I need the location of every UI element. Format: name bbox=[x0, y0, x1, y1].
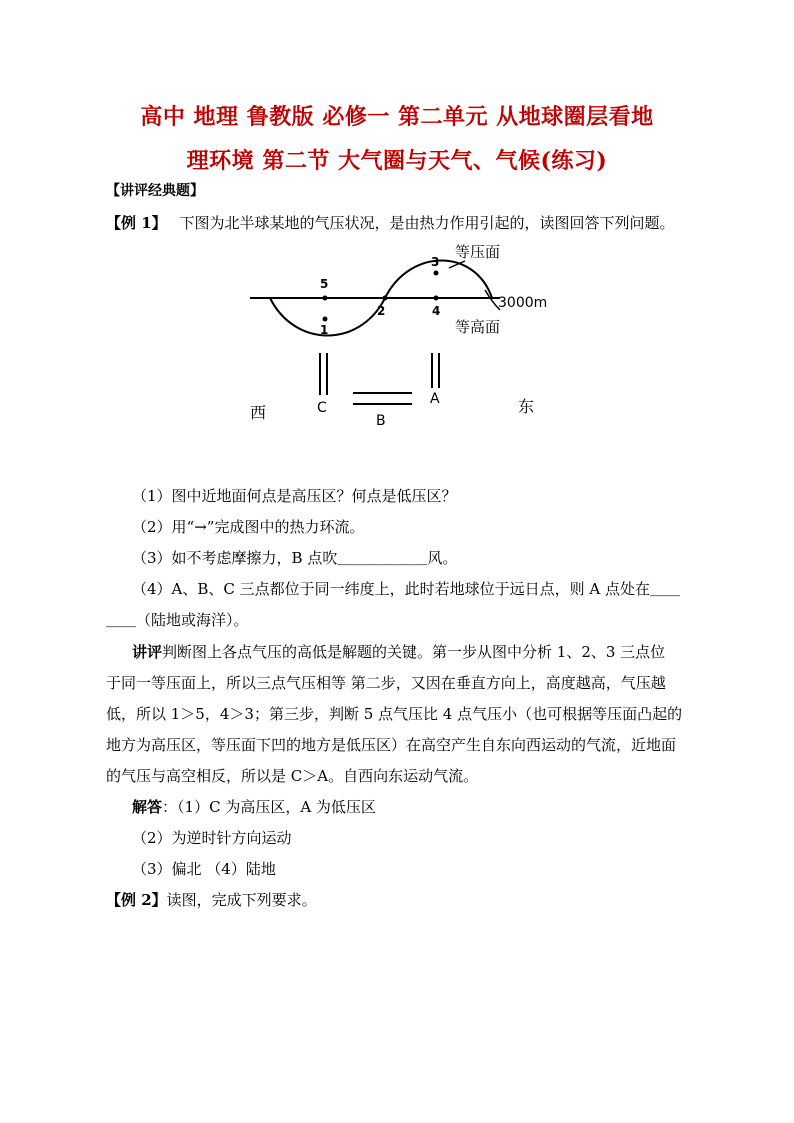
analysis-line-1 bbox=[132, 641, 665, 662]
document-title-line-2: 理环境 第二节 大气圈与天气、气候(练习) bbox=[186, 148, 608, 174]
point-1 bbox=[323, 317, 328, 322]
answer-label: 解答 bbox=[132, 798, 163, 816]
section-header: 【讲评经典题】 bbox=[106, 183, 204, 199]
example-1 bbox=[106, 212, 674, 233]
example-1-prompt: 下图为北半球某地的气压状况，是由热力作用引起的，读图回答下列问题。 bbox=[179, 214, 675, 232]
analysis-line-5: 的气压与高空相反，所以是 C＞A。自西向东运动气流。 bbox=[106, 767, 479, 785]
point-1-label: 1 bbox=[320, 323, 329, 337]
east-label: 东 bbox=[518, 397, 535, 416]
point-5 bbox=[323, 296, 328, 301]
point-4 bbox=[434, 296, 439, 301]
question-1: （1）图中近地面何点是高压区？何点是低压区？ bbox=[132, 487, 457, 505]
point-3 bbox=[434, 271, 439, 276]
contour-label: 等高面 bbox=[455, 318, 501, 336]
pressure-diagram bbox=[240, 240, 560, 440]
question-3: （3）如不考虑摩擦力，B 点吹＿＿＿＿＿＿风。 bbox=[132, 549, 458, 567]
answer-line-1: 解答：（1）C 为高压区，A 为低压区 bbox=[132, 798, 376, 816]
analysis-line-4: 地方为高压区，等压面下凹的地方是低压区）在高空产生自东向西运动的气流，近地面 bbox=[106, 736, 677, 754]
example-2 bbox=[106, 889, 317, 910]
analysis-line-3: 低，所以 1＞5，4＞3；第三步，判断 5 点气压比 4 点气压小（也可根据等压面凸起的 bbox=[106, 705, 683, 723]
point-3-label: 3 bbox=[431, 255, 440, 269]
answer-line-3: （3）偏北 （4）陆地 bbox=[132, 860, 276, 878]
analysis-line-2: 于同一等压面上，所以三点气压相等 第二步，又因在垂直方向上，高度越高，气压越 bbox=[106, 674, 666, 692]
point-5-label: 5 bbox=[320, 277, 329, 291]
isobar-label: 等压面 bbox=[455, 243, 501, 261]
point-4-label: 4 bbox=[432, 304, 441, 318]
document-title-line-1: 高中 地理 鲁教版 必修一 第二单元 从地球圈层看地 bbox=[140, 104, 654, 130]
height-label: 3000m bbox=[498, 295, 548, 311]
example-1-label: 【例 1】 bbox=[106, 214, 167, 232]
label-b: B bbox=[376, 413, 386, 429]
analysis-text: 判断图上各点气压的高低是解题的关键。第一步从图中分析 1、2、3 三点位 bbox=[162, 643, 666, 661]
question-4: （4）A、B、C 三点都位于同一纬度上，此时若地球位于远日点，则 A 点处在＿＿ bbox=[132, 580, 681, 598]
point-2-label: 2 bbox=[377, 304, 386, 318]
west-label: 西 bbox=[250, 403, 267, 422]
analysis-label: 讲评 bbox=[132, 643, 163, 661]
example-2-prompt: 读图，完成下列要求。 bbox=[166, 891, 317, 909]
label-c: C bbox=[317, 400, 327, 416]
example-2-label: 【例 2】 bbox=[106, 891, 167, 909]
answer-text-1: （1）C 为高压区，A 为低压区 bbox=[177, 798, 376, 816]
answer-line-2: （2）为逆时针方向运动 bbox=[132, 829, 292, 847]
question-2: （2）用“→”完成图中的热力环流。 bbox=[132, 518, 365, 536]
label-a: A bbox=[430, 391, 440, 407]
point-2 bbox=[383, 296, 388, 301]
question-4-continued: ＿＿（陆地或海洋）。 bbox=[106, 611, 249, 629]
